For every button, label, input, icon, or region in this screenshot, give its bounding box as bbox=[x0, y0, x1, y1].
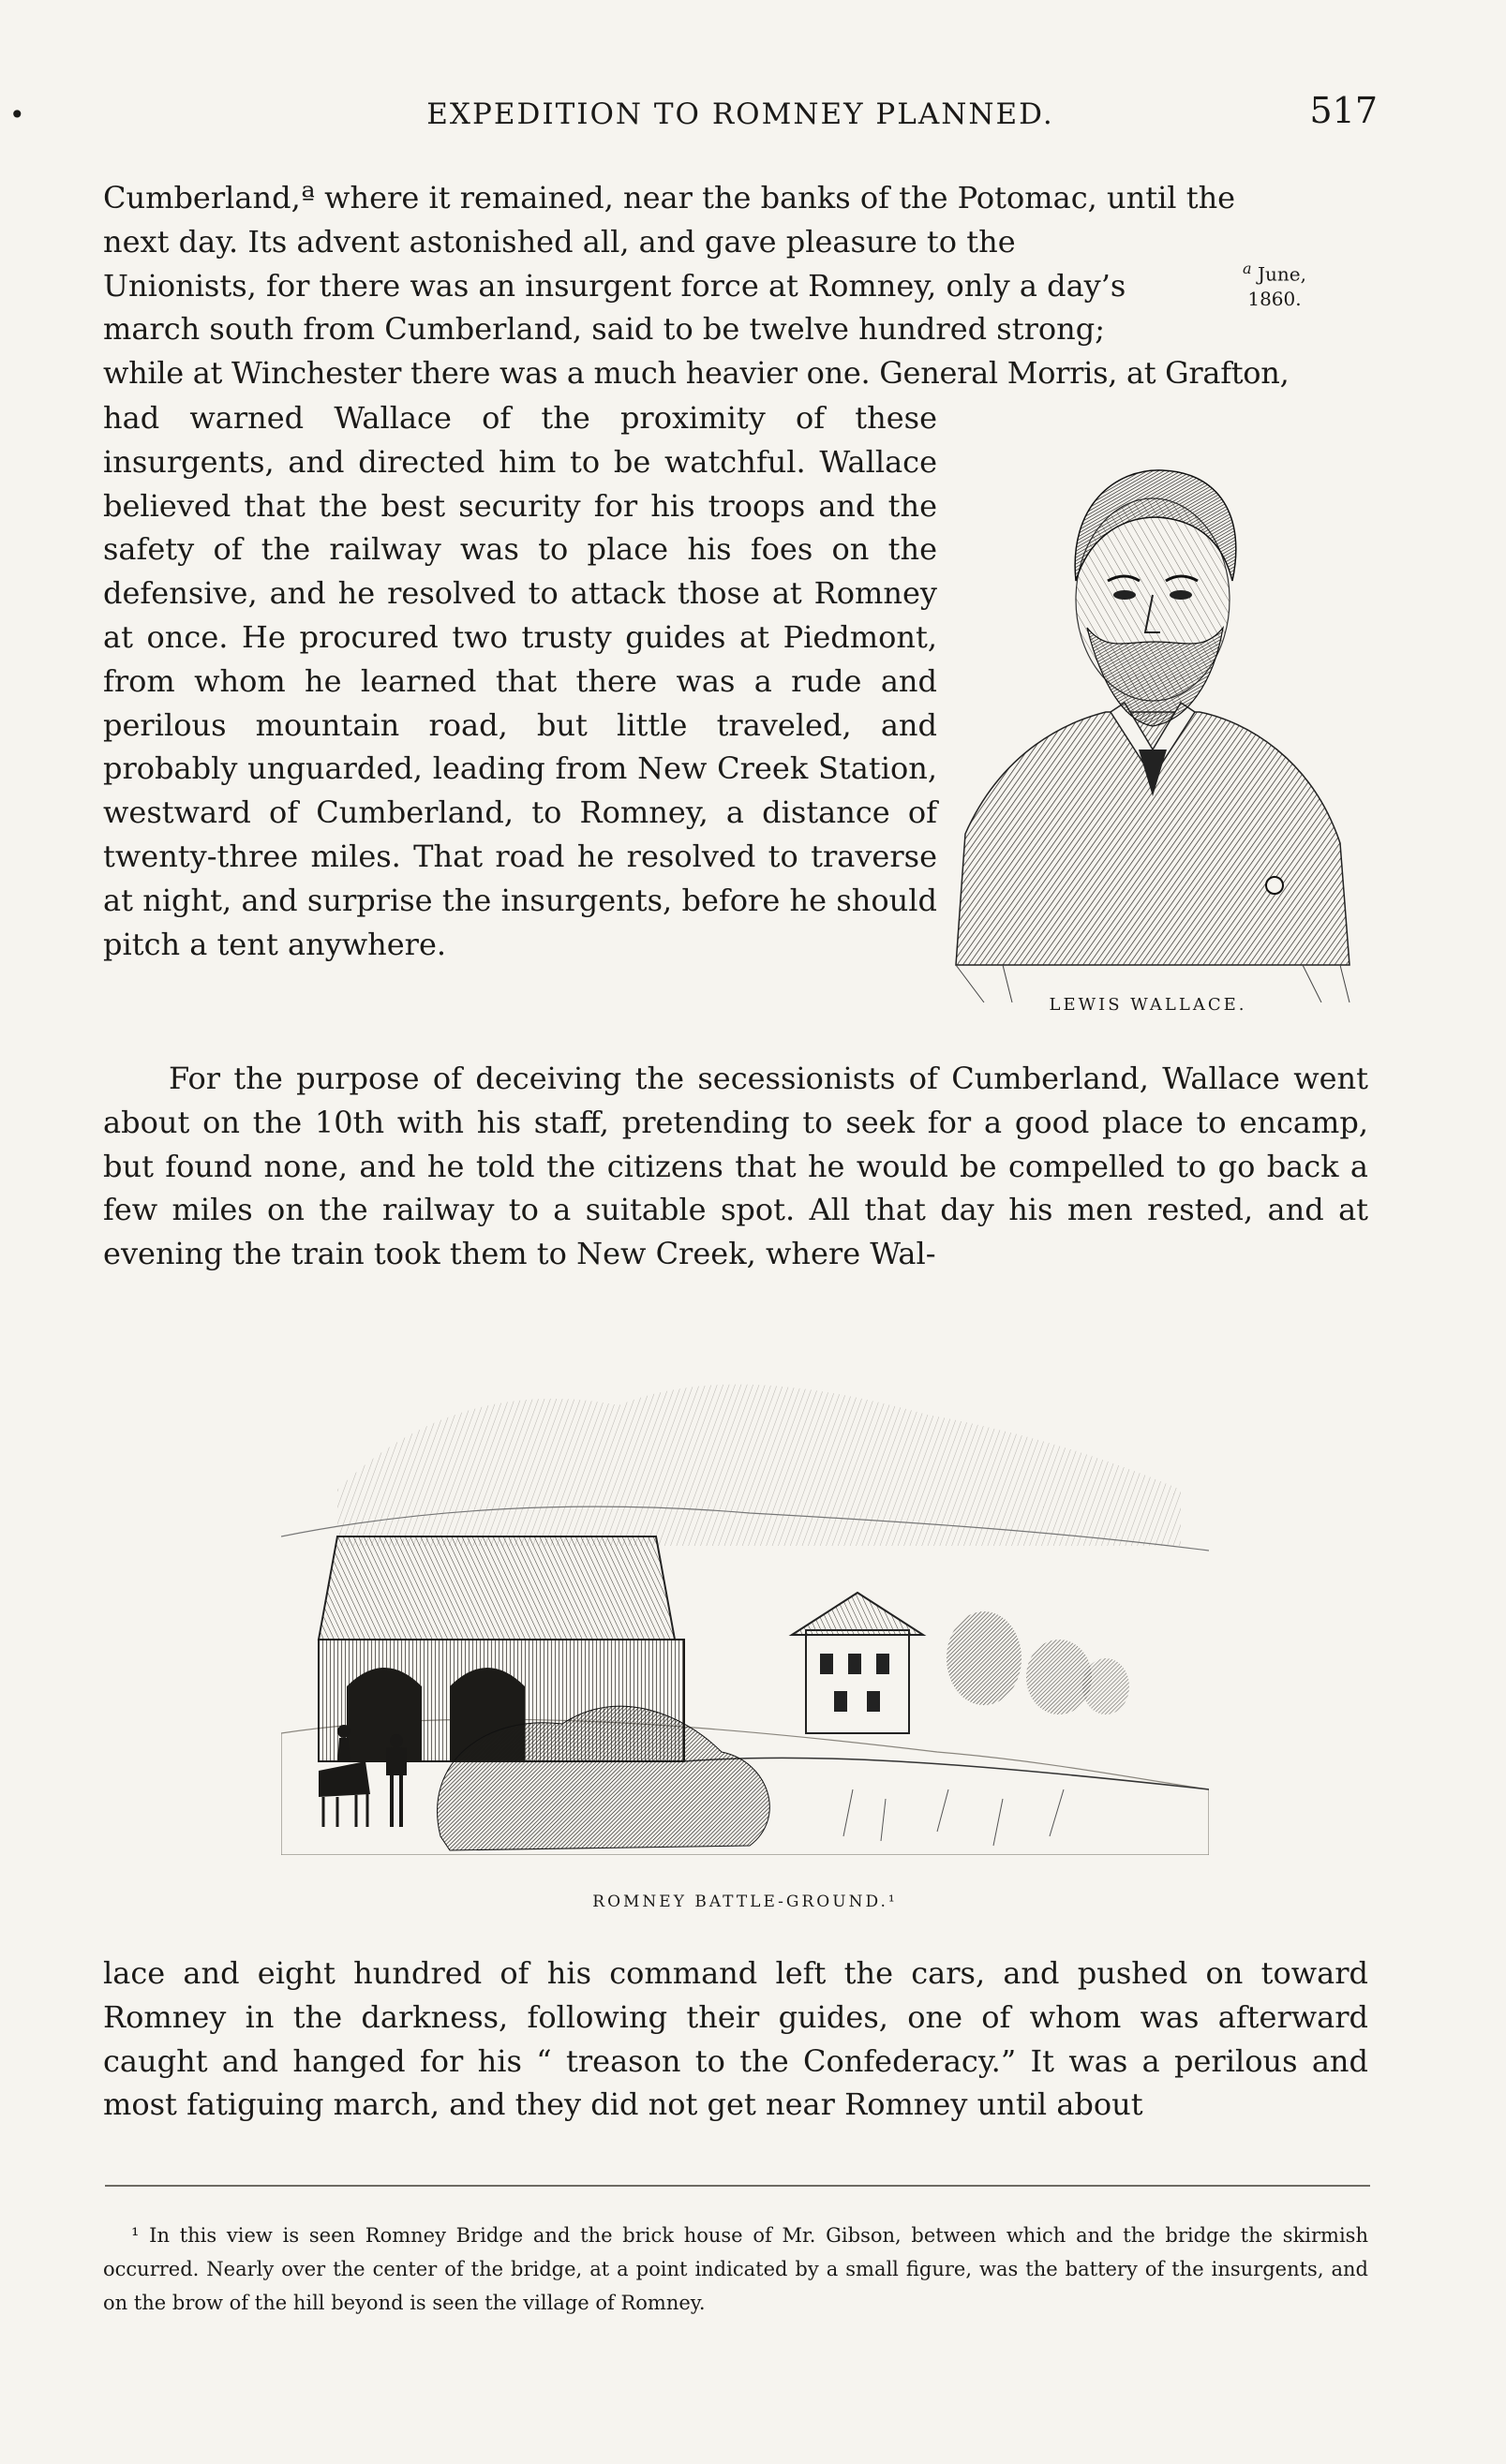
text-line: Unionists, for there was an insurgent force at Romney, only a day’s bbox=[103, 267, 1126, 304]
paragraph-2 bbox=[103, 1057, 1368, 1276]
paragraph-3 bbox=[103, 1952, 1368, 2127]
paragraph-1-top bbox=[103, 176, 1290, 395]
battle-ground-engraving bbox=[281, 1349, 1209, 1855]
page-number: 517 bbox=[1309, 90, 1378, 131]
sidenote-year: 1860. bbox=[1247, 287, 1302, 310]
paragraph-text: For the purpose of deceiving the secessionists of Cumberland, Wallace went about on the 10th with his staff, pretending to seek for a good place to encamp, but found none, and he told the citizens that he would be compelled to go back a few miles on the railway to a suitable spot. All that day his men rested, and at evening the train took them to New Creek, where Wal- bbox=[103, 1061, 1368, 1272]
running-head: EXPEDITION TO ROMNEY PLANNED. bbox=[426, 97, 1054, 131]
illustration-caption: ROMNEY BATTLE-GROUND.¹ bbox=[592, 1893, 898, 1911]
text-line: march south from Cumberland, said to be twelve hundred strong; bbox=[103, 311, 1105, 348]
paragraph-text: had warned Wallace of the proximity of these insurgents, and directed him to be watchful. Wallace believed that the best security for his troops and the safety of the railway was to place his foes on the defensive, and he resolved to attack those at Romney at once. He procured two trusty guides at Piedmont, from whom he learned that there was a rude and perilous mountain road, but little traveled, and probably unguarded, leading from New Creek Station, westward of Cumberland, to Romney, a distance of twenty-three miles. That road he resolved to traverse at night, and surprise the insurgents, before he should pitch a tent anywhere. bbox=[103, 400, 937, 962]
portrait-engraving bbox=[947, 440, 1359, 1002]
paragraph-1-wrapped bbox=[103, 396, 937, 966]
margin-date-note bbox=[1218, 257, 1331, 311]
portrait-image bbox=[947, 440, 1359, 1002]
sidenote-ref: a bbox=[1243, 260, 1252, 277]
footnote-text: ¹ In this view is seen Romney Bridge and the brick house of Mr. Gibson, between which and the bridge the skirmish occurred. Nearly over the center of the bridge, at a point indicated by a small figure, was the battery of the insurgents, and on the brow of the hill beyond is seen the village of Romney. bbox=[103, 2224, 1368, 2314]
footnote-divider bbox=[105, 2185, 1370, 2187]
sidenote-month: June, bbox=[1257, 262, 1306, 286]
text-line: while at Winchester there was a much heavier one. General Morris, at Grafton, bbox=[103, 355, 1290, 392]
paragraph-text: lace and eight hundred of his command left the cars, and pushed on toward Romney in the darkness, following their guides, one of whom was afterward caught and hanged for his “ treason to the Confederacy.” It was a perilous and most fatiguing march, and they did not get near Romney until about bbox=[103, 1955, 1368, 2123]
portrait-caption: LEWIS WALLACE. bbox=[1049, 995, 1247, 1015]
battle-ground-image bbox=[281, 1349, 1209, 1855]
page-header bbox=[9, 90, 1378, 137]
footnote bbox=[103, 2219, 1368, 2320]
text-line: Cumberland,ª where it remained, near the banks of the Potomac, until the bbox=[103, 180, 1236, 215]
margin-bullet: • bbox=[9, 99, 25, 130]
text-line: next day. Its advent astonished all, and gave pleasure to the bbox=[103, 223, 1016, 260]
